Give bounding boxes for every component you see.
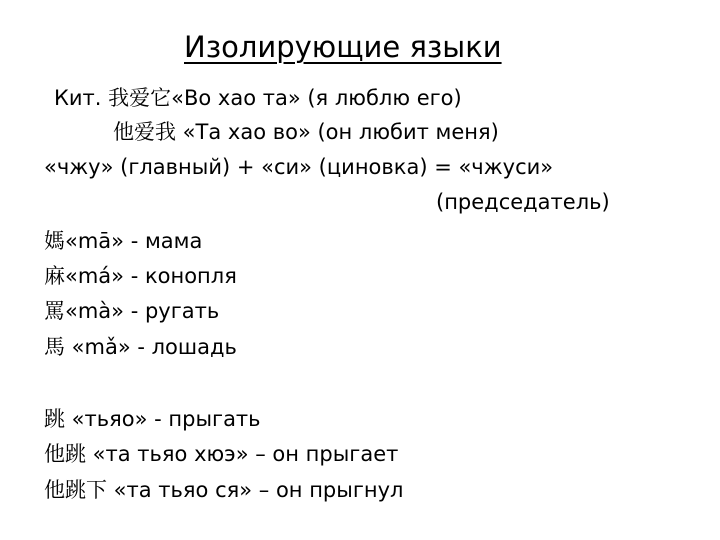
tone-example-ma3: 馬 «mǎ» - лошадь <box>44 335 237 359</box>
example-line-he-jumped: 他跳下 «та тьяо ся» – он прыгнул <box>44 478 404 502</box>
example-line-love-it: Кит. 我爱它«Во хао та» (я люблю его) <box>54 86 462 110</box>
example-line-love-me: 他爱我 «Та хао во» (он любит меня) <box>113 120 499 144</box>
tone-example-ma4: 罵«mà» - ругать <box>44 299 220 323</box>
tone-example-ma1: 媽«mā» - мама <box>44 229 203 253</box>
example-line-compound: «чжу» (главный) + «си» (циновка) = «чжуси» <box>44 155 554 179</box>
example-line-compound-meaning: (председатель) <box>436 190 610 214</box>
example-line-he-jumps: 他跳 «та тьяо хюэ» – он прыгает <box>44 442 399 466</box>
slide-title: Изолирующие языки <box>184 30 502 64</box>
tone-example-ma2: 麻«má» - конопля <box>44 264 237 288</box>
example-line-jump: 跳 «тьяо» - прыгать <box>44 407 261 431</box>
